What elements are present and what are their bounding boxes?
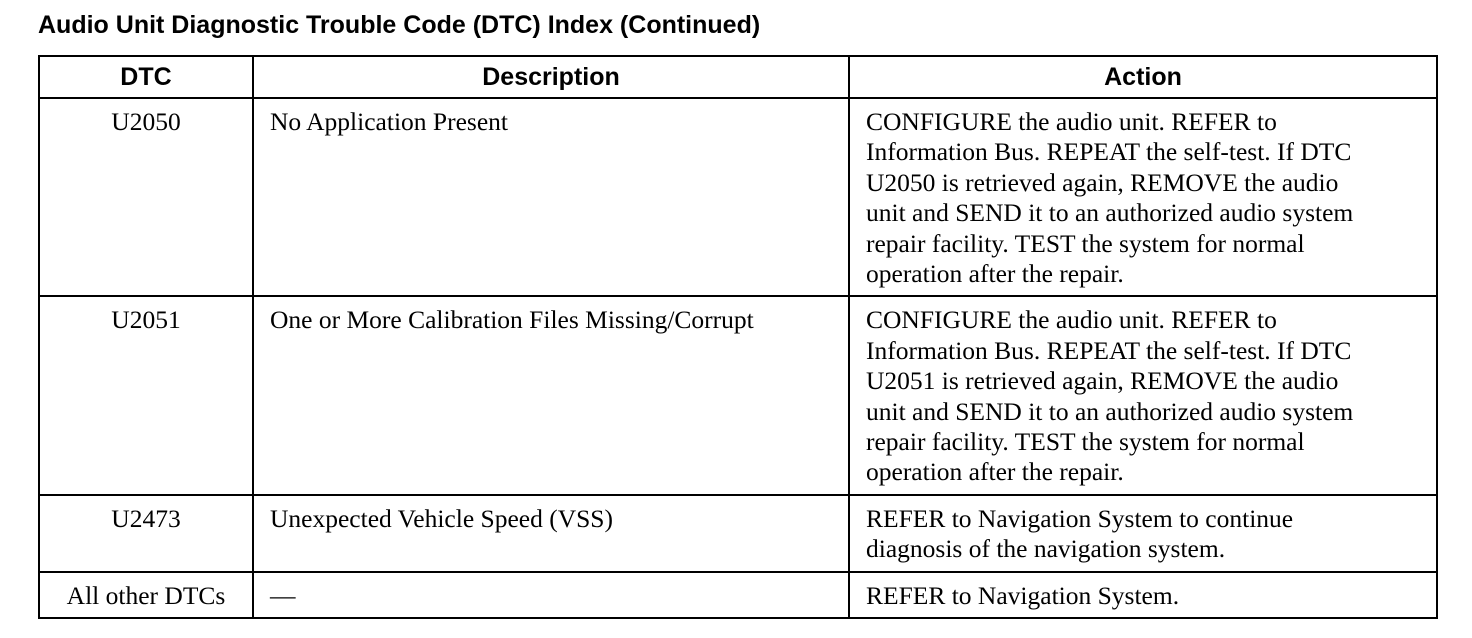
dtc-code-cell: All other DTCs [39,572,253,618]
description-cell: Unexpected Vehicle Speed (VSS) [253,495,849,572]
table-row [39,98,1437,296]
column-header-action: Action [849,56,1437,98]
action-cell: REFER to Navigation System. [849,572,1437,618]
dtc-code-cell: U2473 [39,495,253,572]
description-cell: — [253,572,849,618]
table-row [39,495,1437,572]
dtc-index-table [38,55,1438,619]
table-row [39,572,1437,618]
dtc-code-cell: U2050 [39,98,253,296]
action-cell: CONFIGURE the audio unit. REFER to Information Bus. REPEAT the self-test. If DTC U2051 is retrieved again, REMOVE the audio unit and SEND it to an authorized audio system repair facility. TEST the system for normal operation after the repair. [849,296,1437,494]
dtc-code-cell: U2051 [39,296,253,494]
column-header-dtc: DTC [39,56,253,98]
description-cell: No Application Present [253,98,849,296]
description-cell: One or More Calibration Files Missing/Corrupt [253,296,849,494]
action-cell: REFER to Navigation System to continue diagnosis of the navigation system. [849,495,1437,572]
page-title: Audio Unit Diagnostic Trouble Code (DTC) Index (Continued) [38,11,761,39]
action-cell: CONFIGURE the audio unit. REFER to Information Bus. REPEAT the self-test. If DTC U2050 is retrieved again, REMOVE the audio unit and SEND it to an authorized audio system repair facility. TEST the system for normal operation after the repair. [849,98,1437,296]
table-header-row [39,56,1437,98]
table-row [39,296,1437,494]
column-header-description: Description [253,56,849,98]
